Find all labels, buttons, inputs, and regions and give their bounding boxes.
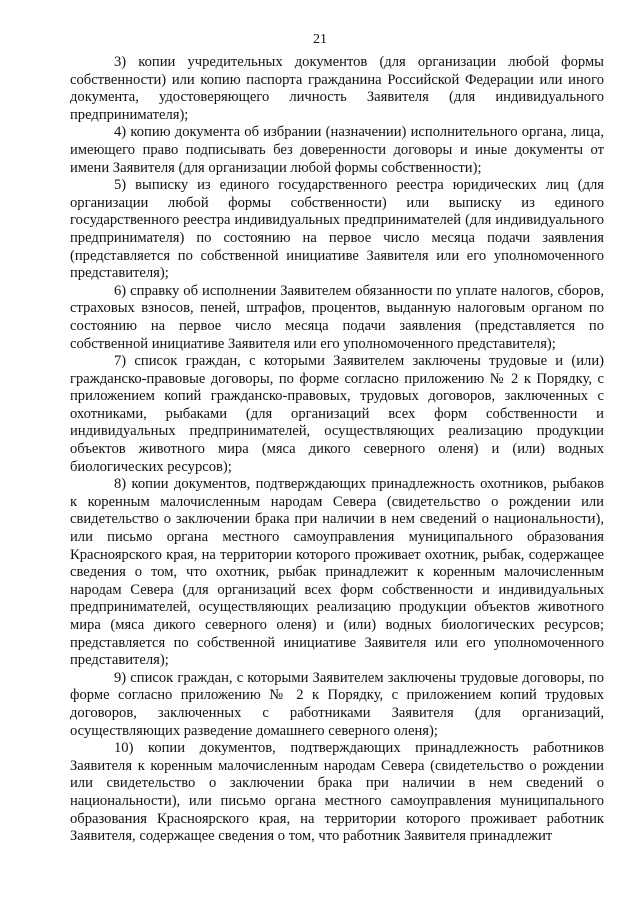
page-number: 21: [313, 32, 327, 47]
document-body: [70, 54, 604, 846]
paragraph-item-3: 3) копии учредительных документов (для организации любой формы собственности) или копию паспорта гражданина Российской Федерации или иного документа, удостоверяющего личность Заявителя (для индивидуального предпринимателя);: [70, 54, 604, 123]
paragraph-item-7: 7) список граждан, с которыми Заявителем заключены трудовые и (или) гражданско-правовые договоры, по форме согласно приложению № 2 к Порядку, с приложением копий гражданско-правовых, трудовых договоров, заключенных с охотниками, рыбаками (для организаций всех форм собственности и индивидуальных предпринимателей, осуществляющих реализацию продукции объектов животного мира (мяса дикого северного оленя) и (или) водных биологических ресурсов);: [70, 353, 604, 475]
paragraph-item-8: 8) копии документов, подтверждающих принадлежность охотников, рыбаков к коренным малочисленным народам Севера (свидетельство о рождении или свидетельство о заключении брака при наличии в нем сведений о национальности), или письмо органа местного самоуправления муниципального образования Красноярского края, на территории которого проживает охотник, рыбак, содержащее сведения о том, что охотник, рыбак принадлежит к коренным малочисленным народам Севера (для организаций всех форм собственности и индивидуальных предпринимателей, осуществляющих реализацию продукции объектов животного мира (мяса дикого северного оленя) и (или) водных биологических ресурсов; представляется по собственной инициативе Заявителя или его уполномоченного представителя);: [70, 476, 604, 669]
paragraph-item-4: 4) копию документа об избрании (назначении) исполнительного органа, лица, имеющего право подписывать без доверенности договоры и иные документы от имени Заявителя (для организации любой формы собственности);: [70, 124, 604, 176]
paragraph-item-10: 10) копии документов, подтверждающих принадлежность работников Заявителя к коренным малочисленным народам Севера (свидетельство о рождении или свидетельство о заключении брака при наличии в нем сведений о национальности), или письмо органа местного самоуправления муниципального образования Красноярского края, на территории которого проживает работник Заявителя, содержащее сведения о том, что работник Заявителя принадлежит: [70, 740, 604, 845]
paragraph-item-9: 9) список граждан, с которыми Заявителем заключены трудовые договоры, по форме согласно приложению № 2 к Порядку, с приложением копий трудовых договоров, заключенных с работниками Заявителя (для организаций, осуществляющих разведение домашнего северного оленя);: [70, 669, 604, 739]
paragraph-item-5: 5) выписку из единого государственного реестра юридических лиц (для организации любой формы собственности) или выписку из единого государственного реестра индивидуальных предпринимателей (для индивидуального предпринимателя) по состоянию на первое число месяца подачи заявления (представляется по собственной инициативе Заявителя или его уполномоченного представителя);: [70, 177, 604, 282]
paragraph-item-6: 6) справку об исполнении Заявителем обязанности по уплате налогов, сборов, страховых взносов, пеней, штрафов, процентов, выданную налоговым органом по состоянию на первое число месяца подачи заявления (представляется по собственной инициативе Заявителя или его уполномоченного представителя);: [70, 282, 604, 352]
